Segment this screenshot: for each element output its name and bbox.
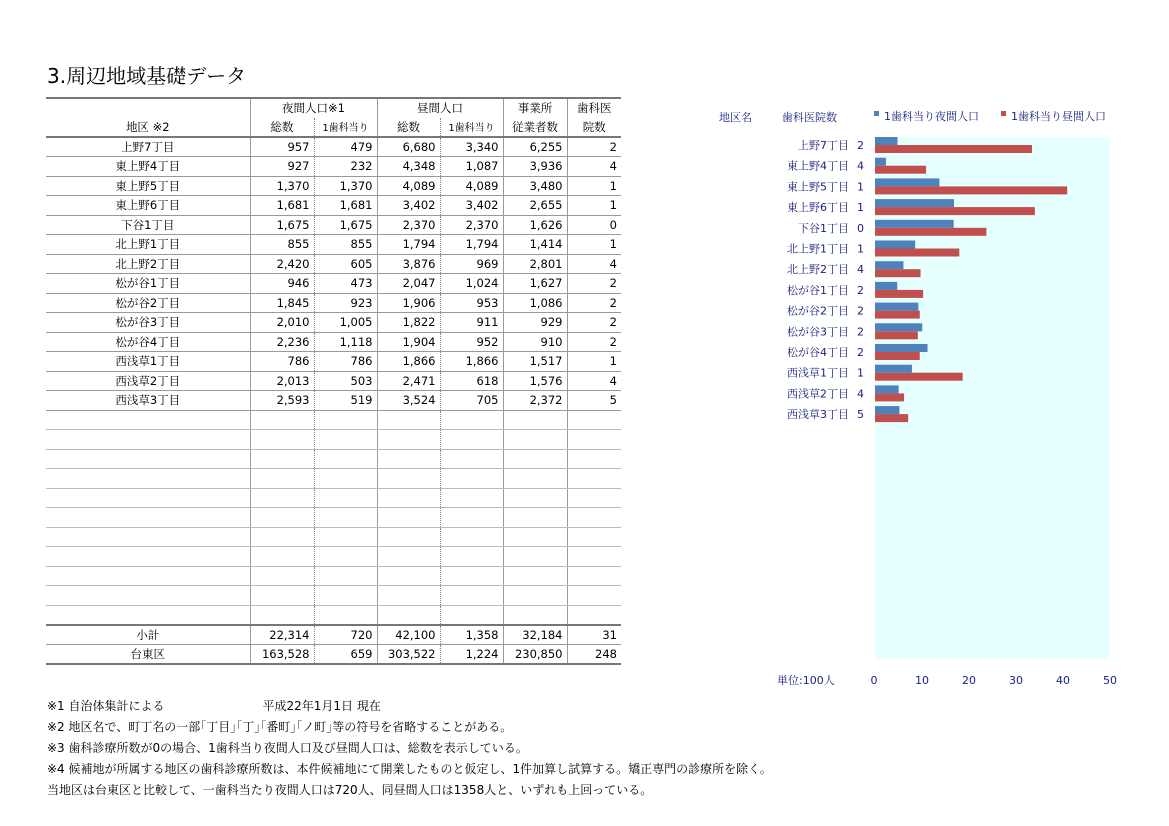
row-night-per: 1,675 [314, 215, 377, 235]
bar-night [875, 406, 899, 414]
bar-day [875, 352, 920, 360]
x-tick-label: 20 [962, 674, 976, 687]
x-tick-label: 10 [915, 674, 929, 687]
header-night: 夜間人口※1 [250, 98, 377, 118]
bar-night [875, 220, 954, 228]
row-area-name: 東上野5丁目 [46, 176, 250, 196]
row-area-name: 東上野4丁目 [46, 157, 250, 177]
row-day-per: 1,024 [440, 274, 503, 294]
clinic-count-label: 1 [857, 201, 864, 215]
table-row [46, 137, 621, 157]
clinic-count-label: 1 [857, 242, 864, 256]
row-day-per: 953 [440, 293, 503, 313]
row-night: 927 [250, 157, 314, 177]
row-dent: 0 [567, 215, 621, 235]
plot-area [875, 137, 1110, 659]
row-area-name: 東上野6丁目 [46, 196, 250, 216]
row-night: 2,010 [250, 313, 314, 333]
table-row [46, 215, 621, 235]
category-label: 北上野1丁目 [787, 242, 849, 256]
table-row [46, 176, 621, 196]
row-day: 6,680 [377, 137, 440, 157]
row-biz: 1,517 [503, 352, 567, 372]
row-biz: 1,086 [503, 293, 567, 313]
bar-night [875, 323, 922, 331]
clinic-count-label: 1 [857, 180, 864, 194]
table-row [46, 196, 621, 216]
bar-day [875, 269, 921, 277]
row-night-per: 605 [314, 254, 377, 274]
table-row [46, 313, 621, 333]
bar-night [875, 199, 954, 207]
row-biz: 3,936 [503, 157, 567, 177]
row-dent: 2 [567, 332, 621, 352]
bar-day [875, 145, 1032, 153]
bar-night [875, 241, 915, 249]
clinic-count-label: 4 [857, 263, 864, 277]
row-day: 4,089 [377, 176, 440, 196]
row-area-name: 西浅草2丁目 [46, 371, 250, 391]
category-label: 西浅草3丁目 [787, 408, 849, 422]
row-night: 2,593 [250, 391, 314, 411]
row-area-name: 松が谷2丁目 [46, 293, 250, 313]
table-row [46, 352, 621, 372]
row-day-per: 4,089 [440, 176, 503, 196]
row-area-name: 北上野1丁目 [46, 235, 250, 255]
blank-row [46, 527, 621, 547]
category-label: 西浅草2丁目 [787, 387, 849, 401]
blank-row [46, 586, 621, 606]
note-1: ※1 自治体集計による [47, 699, 165, 713]
header-clinics: 院数 [567, 118, 621, 138]
row-dent: 4 [567, 371, 621, 391]
table-row [46, 293, 621, 313]
legend-swatch-day [1001, 111, 1006, 116]
row-day: 4,348 [377, 157, 440, 177]
note-2: ※2 地区名で、町丁名の一部｢丁目｣｢丁｣｢番町｣｢ノ町｣等の符号を省略することがある。 [47, 720, 513, 734]
header-area: 地区 ※2 [46, 118, 250, 138]
row-day-per: 2,370 [440, 215, 503, 235]
row-area-name: 松が谷3丁目 [46, 313, 250, 333]
row-day: 3,876 [377, 254, 440, 274]
blank-row [46, 469, 621, 489]
summary-note: 当地区は台東区と比較して、一歯科当たり夜間人口は720人、同昼間人口は1358人と、いずれも上回っている。 [47, 783, 653, 797]
row-day-per: 618 [440, 371, 503, 391]
bar-day [875, 166, 926, 174]
blank-row [46, 449, 621, 469]
category-label: 松が谷3丁目 [787, 325, 849, 339]
row-area-name: 松が谷1丁目 [46, 274, 250, 294]
bar-night [875, 261, 903, 269]
clinic-count-label: 2 [857, 283, 864, 297]
blank-row [46, 410, 621, 430]
row-day: 1,904 [377, 332, 440, 352]
table-header-row-1 [46, 98, 621, 118]
header-biz: 事業所 [503, 98, 567, 118]
row-night-per: 1,370 [314, 176, 377, 196]
row-night: 1,370 [250, 176, 314, 196]
category-label: 松が谷4丁目 [787, 346, 849, 359]
row-day-per: 1,794 [440, 235, 503, 255]
row-biz: 2,801 [503, 254, 567, 274]
row-night-per: 855 [314, 235, 377, 255]
bar-day [875, 290, 923, 298]
row-biz: 1,627 [503, 274, 567, 294]
row-dent: 2 [567, 137, 621, 157]
row-dent: 1 [567, 176, 621, 196]
bar-day [875, 373, 963, 381]
table-row [46, 274, 621, 294]
category-label: 松が谷2丁目 [787, 304, 849, 318]
table-row [46, 254, 621, 274]
bar-night [875, 178, 939, 186]
row-dent: 2 [567, 293, 621, 313]
clinic-count-label: 2 [857, 139, 864, 152]
chart-header-area: 地区名 [719, 111, 752, 124]
table-row [46, 332, 621, 352]
row-night: 2,013 [250, 371, 314, 391]
bar-day [875, 331, 918, 339]
row-biz: 3,480 [503, 176, 567, 196]
clinic-count-label: 2 [857, 346, 864, 359]
x-tick-label: 50 [1103, 674, 1117, 687]
bar-night [875, 385, 899, 393]
row-night-per: 519 [314, 391, 377, 411]
row-area-name: 松が谷4丁目 [46, 332, 250, 352]
bar-night [875, 365, 912, 373]
row-day: 3,524 [377, 391, 440, 411]
table-header-row-2 [46, 118, 621, 138]
bar-day [875, 393, 904, 401]
row-biz: 1,414 [503, 235, 567, 255]
row-dent: 1 [567, 352, 621, 372]
row-night-per: 479 [314, 137, 377, 157]
row-night-per: 473 [314, 274, 377, 294]
bar-day [875, 186, 1067, 194]
row-biz: 2,655 [503, 196, 567, 216]
x-tick-label: 30 [1009, 674, 1023, 687]
row-night: 855 [250, 235, 314, 255]
row-dent: 4 [567, 254, 621, 274]
row-day: 1,866 [377, 352, 440, 372]
blank-row [46, 605, 621, 625]
subtotal-row: 小計 22,314 720 42,100 1,358 32,184 31 [46, 625, 621, 645]
row-night: 1,681 [250, 196, 314, 216]
header-employees: 従業者数 [503, 118, 567, 138]
clinic-count-label: 2 [857, 304, 864, 318]
table-row [46, 391, 621, 411]
row-day: 2,047 [377, 274, 440, 294]
table-row [46, 235, 621, 255]
bar-day [875, 311, 920, 319]
bar-day [875, 249, 959, 257]
bar-night [875, 158, 886, 166]
row-day-per: 3,402 [440, 196, 503, 216]
category-label: 東上野6丁目 [787, 201, 849, 215]
table-row [46, 157, 621, 177]
row-night-per: 1,681 [314, 196, 377, 216]
row-dent: 1 [567, 235, 621, 255]
row-day-per: 969 [440, 254, 503, 274]
row-night: 2,420 [250, 254, 314, 274]
clinic-count-label: 2 [857, 325, 864, 339]
row-day: 1,794 [377, 235, 440, 255]
row-night: 946 [250, 274, 314, 294]
blank-row [46, 488, 621, 508]
x-tick-label: 0 [870, 674, 878, 687]
row-night: 957 [250, 137, 314, 157]
header-day: 昼間人口 [377, 98, 503, 118]
header-night-total: 総数 [250, 118, 314, 138]
note-4: ※4 候補地が所属する地区の歯科診療所数は、本件候補地にて開業したものと仮定し、1件加算し試算する。矯正専門の診療所を除く。 [47, 762, 772, 776]
header-day-per: 1歯科当り [440, 118, 503, 138]
clinic-count-label: 0 [857, 221, 864, 235]
row-day: 3,402 [377, 196, 440, 216]
header-day-total: 総数 [377, 118, 440, 138]
bar-day [875, 228, 986, 236]
blank-row [46, 566, 621, 586]
row-dent: 4 [567, 157, 621, 177]
row-area-name: 北上野2丁目 [46, 254, 250, 274]
legend-night: 1歯科当り夜間人口 [884, 110, 979, 123]
category-label: 東上野4丁目 [787, 159, 849, 173]
row-day-per: 3,340 [440, 137, 503, 157]
blank-row [46, 430, 621, 450]
bar-night [875, 344, 928, 352]
category-label: 上野7丁目 [798, 139, 849, 152]
clinic-count-label: 1 [857, 366, 864, 380]
clinic-count-label: 5 [857, 408, 864, 422]
row-day-per: 952 [440, 332, 503, 352]
row-night: 786 [250, 352, 314, 372]
bar-night [875, 303, 918, 311]
row-biz: 929 [503, 313, 567, 333]
row-night-per: 923 [314, 293, 377, 313]
header-night-per: 1歯科当り [314, 118, 377, 138]
row-night-per: 503 [314, 371, 377, 391]
row-day: 1,822 [377, 313, 440, 333]
row-area-name: 西浅草1丁目 [46, 352, 250, 372]
row-night: 2,236 [250, 332, 314, 352]
row-day-per: 911 [440, 313, 503, 333]
row-biz: 1,576 [503, 371, 567, 391]
bar-day [875, 207, 1035, 215]
row-area-name: 下谷1丁目 [46, 215, 250, 235]
blank-row [46, 547, 621, 567]
legend-swatch-night [874, 111, 879, 116]
category-label: 東上野5丁目 [787, 180, 849, 194]
row-dent: 5 [567, 391, 621, 411]
bar-night [875, 282, 897, 290]
clinic-count-label: 4 [857, 387, 864, 401]
legend-day: 1歯科当り昼間人口 [1011, 110, 1106, 123]
row-dent: 1 [567, 196, 621, 216]
row-day: 2,471 [377, 371, 440, 391]
row-dent: 2 [567, 313, 621, 333]
clinic-count-label: 4 [857, 159, 864, 173]
unit-label: 単位:100人 [777, 674, 835, 687]
table-row [46, 371, 621, 391]
notes [47, 696, 772, 801]
total-row: 台東区 163,528 659 303,522 1,224 230,850 248 [46, 644, 621, 664]
row-day-per: 705 [440, 391, 503, 411]
row-day-per: 1,866 [440, 352, 503, 372]
row-day: 2,370 [377, 215, 440, 235]
row-night: 1,845 [250, 293, 314, 313]
row-area-name: 上野7丁目 [46, 137, 250, 157]
header-dent: 歯科医 [567, 98, 621, 118]
chart-header-clinics: 歯科医院数 [782, 111, 837, 124]
blank-row [46, 508, 621, 528]
row-night-per: 1,005 [314, 313, 377, 333]
page-title: 3.周辺地域基礎データ [47, 64, 247, 88]
category-label: 下谷1丁目 [798, 221, 849, 235]
category-label: 松が谷1丁目 [787, 283, 849, 297]
category-label: 西浅草1丁目 [787, 366, 849, 380]
bar-night [875, 137, 898, 145]
x-tick-label: 40 [1056, 674, 1070, 687]
row-night: 1,675 [250, 215, 314, 235]
row-biz: 6,255 [503, 137, 567, 157]
row-day-per: 1,087 [440, 157, 503, 177]
row-biz: 2,372 [503, 391, 567, 411]
bar-day [875, 414, 908, 422]
row-night-per: 1,118 [314, 332, 377, 352]
row-biz: 1,626 [503, 215, 567, 235]
row-night-per: 232 [314, 157, 377, 177]
data-table [46, 97, 621, 665]
note-1-date: 平成22年1月1日 現在 [262, 699, 381, 713]
note-3: ※3 歯科診療所数が0の場合、1歯科当り夜間人口及び昼間人口は、総数を表示している。 [47, 741, 528, 755]
row-area-name: 西浅草3丁目 [46, 391, 250, 411]
row-day: 1,906 [377, 293, 440, 313]
row-dent: 2 [567, 274, 621, 294]
row-night-per: 786 [314, 352, 377, 372]
row-biz: 910 [503, 332, 567, 352]
category-label: 北上野2丁目 [787, 263, 849, 277]
